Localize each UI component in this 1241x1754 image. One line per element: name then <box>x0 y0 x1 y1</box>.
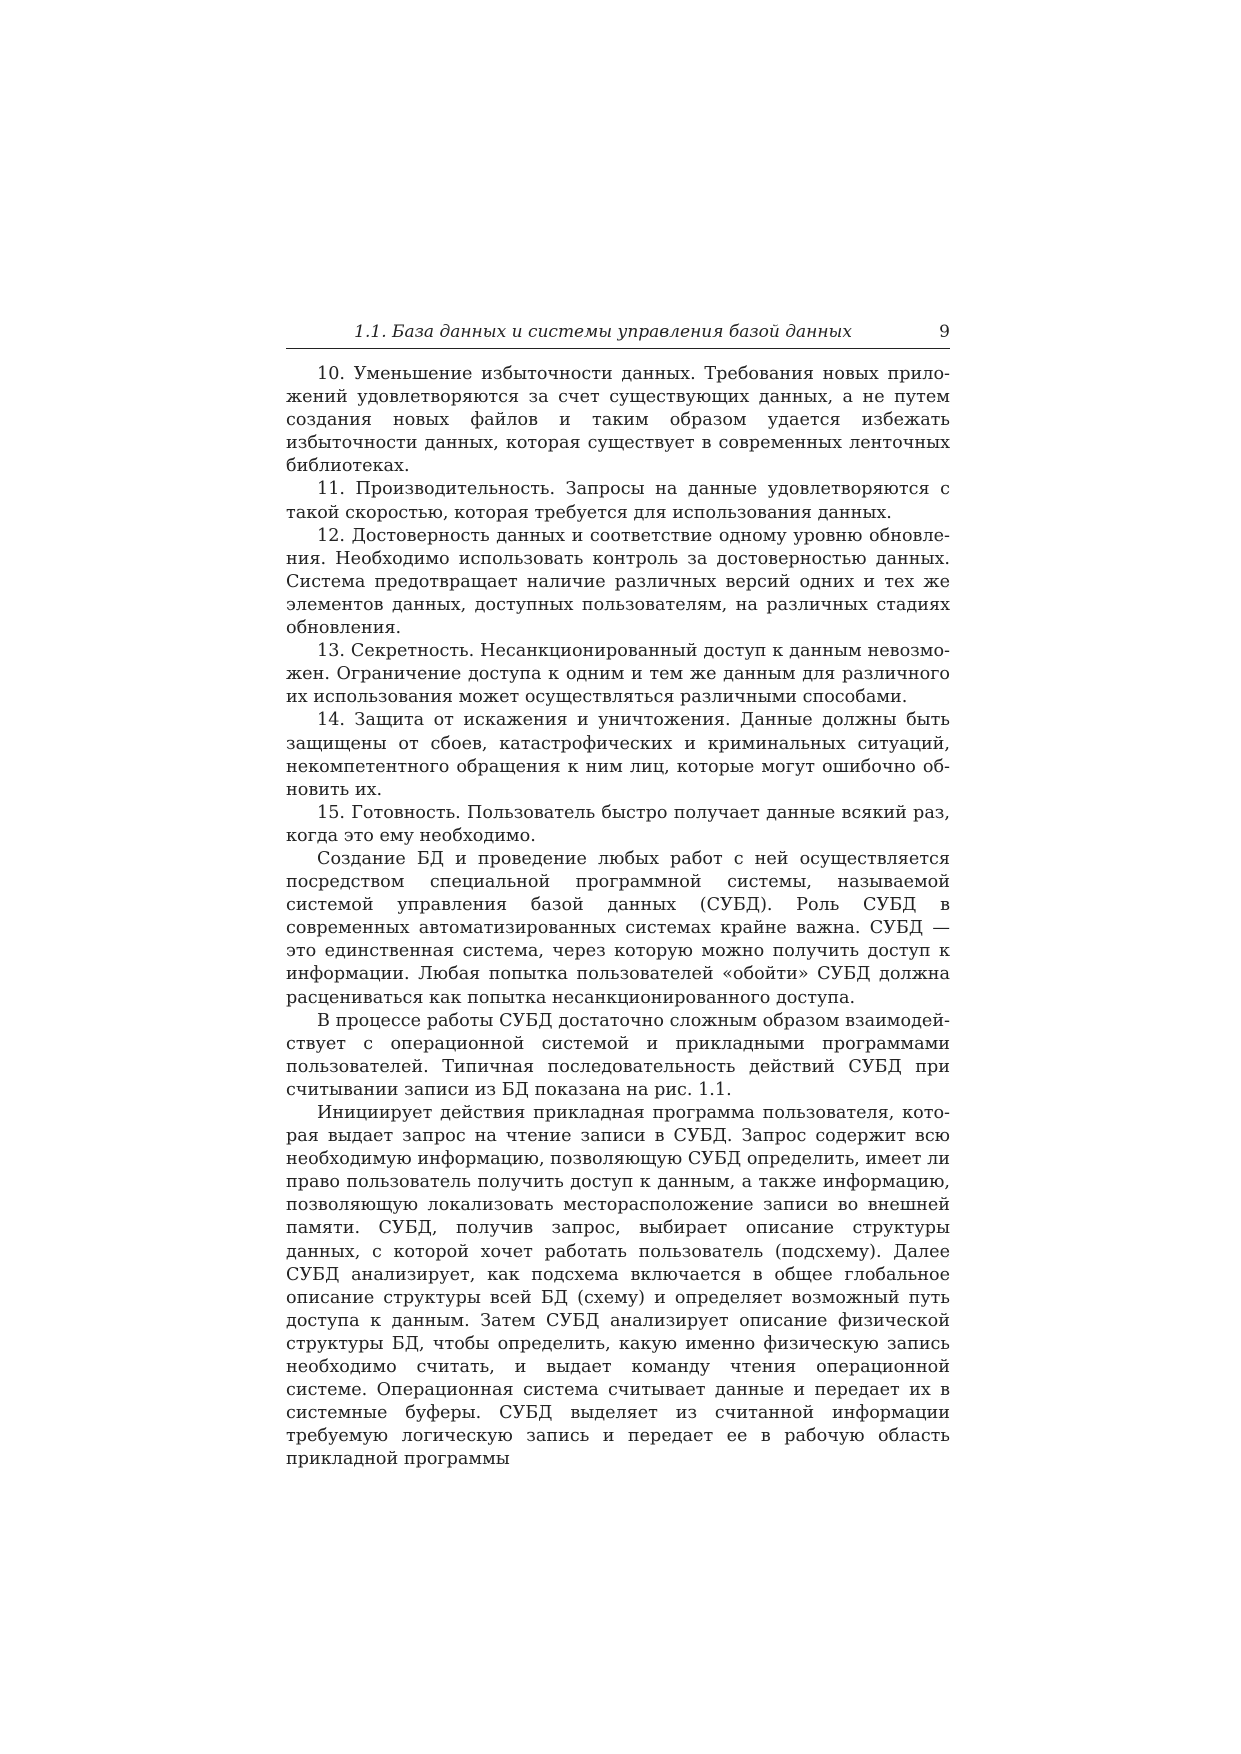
paragraph-item-10: 10. Уменьшение избыточности данных. Требования новых приложений удовлетворяются за счет существующих данных, а не путем создания новых файлов и таким образом удается избежать избыточности данных, которая существует в современных ленточных библиотеках. <box>286 364 950 477</box>
paragraph-item-14: 14. Защита от искажения и уничтожения. Данные должны быть защищены от сбоев, катастрофических и криминальных ситуаций, некомпетентного обращения к ним лиц, которые могут ошибочно обновить их. <box>286 710 950 800</box>
running-header <box>286 318 950 349</box>
paragraph-item-15: 15. Готовность. Пользователь быстро получает данные всякий раз, когда это ему необходимо. <box>286 802 950 846</box>
paragraph-item-13: 13. Секретность. Несанкционированный доступ к данным невозможен. Ограничение доступа к одним и тем же данным для различного их использования может осуществляться различными способами. <box>286 641 950 708</box>
paragraph-read-sequence: Инициирует действия прикладная программа пользователя, которая выдает запрос на чтение записи в СУБД. Запрос содержит всю необходимую информацию, позволяющую СУБД определить, имеет ли право пользователь получить доступ к данным, а также информацию, позволяющую локализовать месторасположение записи во внешней памяти. СУБД, получив запрос, выбирает описание структуры данных, с которой хочет работать пользователь (подсхему). Далее СУБД анализирует, как подсхема включается в общее глобальное описание структуры всей БД (схему) и определяет возможный путь доступа к данным. Затем СУБД анализирует описание физической структуры БД, чтобы определить, какую именно физическую запись необходимо считать, и выдает команду чтения операционной системе. Операционная система считывает данные и передает их в системные буферы. СУБД выделяет из считанной информации требуемую логическую запись и передает ее в рабочую область прикладной программы <box>286 1103 950 1470</box>
paragraph-dbms-intro: Создание БД и проведение любых работ с ней осуществляется посредством специальной программной системы, называемой системой управления базой данных (СУБД). Роль СУБД в современных автоматизированных системах крайне важна. СУБД — это единственная система, через которую можно получить доступ к информации. Любая попытка пользователей «обойти» СУБД должна расцениваться как попытка несанкционированного доступа. <box>286 848 950 1008</box>
running-title: 1.1. База данных и системы управления базой данных <box>354 322 852 342</box>
paragraph-dbms-interaction: В процессе работы СУБД достаточно сложным образом взаимодействует с операционной системой и прикладными программами пользователей. Типичная последовательность действий СУБД при считывании записи из БД показана на рис. 1.1. <box>286 1010 950 1100</box>
page-number: 9 <box>939 322 950 342</box>
paragraph-item-12: 12. Достоверность данных и соответствие одному уровню обновления. Необходимо использовать контроль за достоверностью данных. Система предотвращает наличие различных версий одних и тех же элементов данных, доступных пользователям, на различных стадиях обновления. <box>286 525 950 639</box>
text-block <box>286 318 950 1472</box>
paragraph-item-11: 11. Производительность. Запросы на данные удовлетворяются с такой скоростью, которая требуется для использования данных. <box>286 479 950 523</box>
